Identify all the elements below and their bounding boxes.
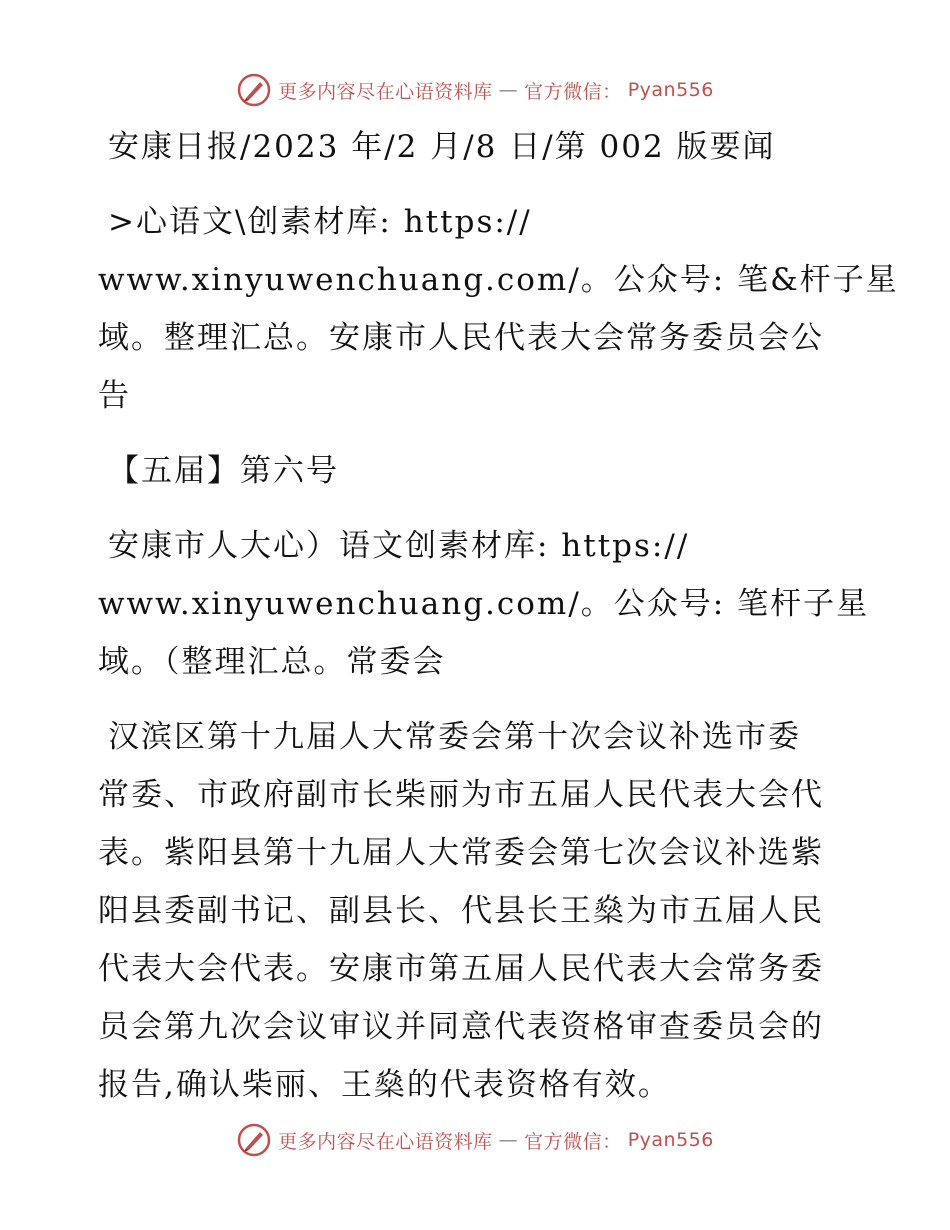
watermark-separator: — bbox=[498, 79, 519, 101]
pen-circle-logo-icon bbox=[236, 1122, 272, 1158]
doc-line: www.xinyuwenchuang.com/。公众号: 笔杆子星 bbox=[98, 586, 870, 622]
doc-line: 常委、市政府副市长柴丽为市五届人民代表大会代 bbox=[98, 777, 824, 813]
watermark-separator: — bbox=[498, 1129, 519, 1151]
doc-line: 代表大会代表。安康市第五届人民代表大会常务委 bbox=[98, 951, 824, 987]
doc-line: 报告,确认柴丽、王燊的代表资格有效。 bbox=[98, 1067, 671, 1103]
doc-line: 阳县委副书记、副县长、代县长王燊为市五届人民 bbox=[98, 893, 824, 929]
doc-line: 表。紫阳县第十九届人大常委会第七次会议补选紫 bbox=[98, 835, 824, 871]
doc-line: 汉滨区第十九届人大常委会第十次会议补选市委 bbox=[108, 719, 801, 755]
watermark-wechat-label: 官方微信： bbox=[524, 80, 622, 103]
watermark-footer bbox=[0, 1122, 950, 1158]
doc-line-heading: 【五届】第六号 bbox=[108, 453, 339, 489]
watermark-main-text: 更多内容尽在心语资料库 bbox=[278, 80, 493, 103]
doc-line: 域。整理汇总。安康市人民代表大会常务委员会公 bbox=[98, 320, 824, 356]
pen-circle-logo-icon bbox=[236, 72, 272, 108]
doc-line: 告 bbox=[98, 378, 131, 414]
watermark-header bbox=[0, 72, 950, 108]
doc-line: 员会第九次会议审议并同意代表资格审查委员会的 bbox=[98, 1009, 824, 1045]
watermark-wechat-label: 官方微信： bbox=[524, 1130, 622, 1153]
watermark-wechat-id: Pyan556 bbox=[627, 1129, 714, 1151]
doc-line: 域。（整理汇总。常委会 bbox=[98, 644, 446, 680]
watermark-wechat-id: Pyan556 bbox=[627, 79, 714, 101]
doc-line: www.xinyuwenchuang.com/。公众号: 笔&杆子星 bbox=[98, 262, 899, 298]
watermark-main-text: 更多内容尽在心语资料库 bbox=[278, 1130, 493, 1153]
doc-line: 安康市人大心）语文创素材库: https:// bbox=[108, 528, 690, 564]
doc-line-source: 安康日报/2023 年/2 月/8 日/第 002 版要闻 bbox=[108, 129, 776, 165]
doc-line: >心语文\创素材库: https:// bbox=[108, 204, 532, 240]
